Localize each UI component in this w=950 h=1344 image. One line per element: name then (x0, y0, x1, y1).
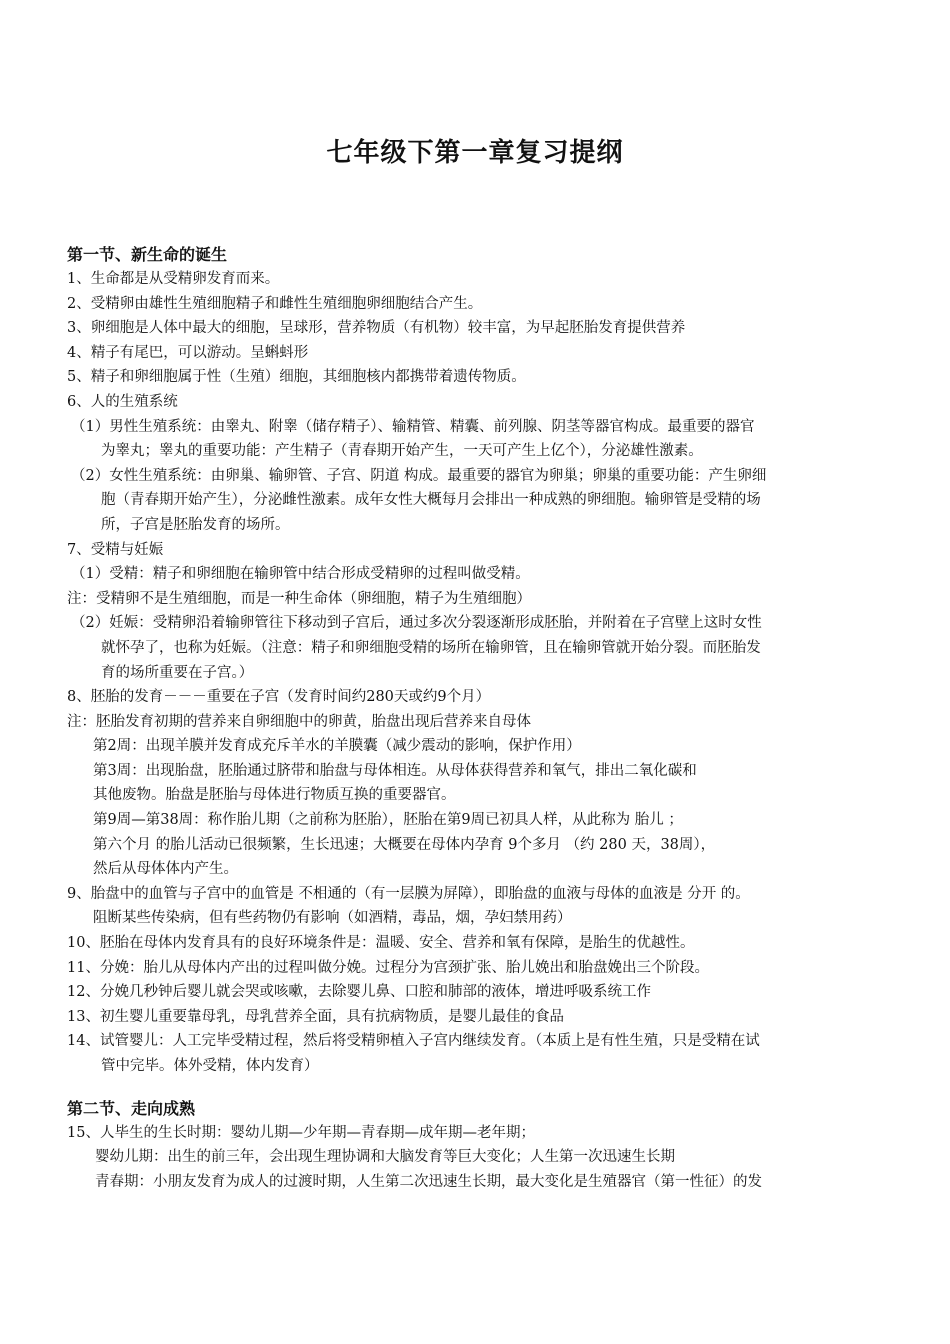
text-line: 4、精子有尾巴，可以游动。呈蝌蚪形 (67, 344, 309, 361)
text-line: 所，子宫是胚胎发育的场所。 (101, 516, 290, 533)
text-line: 然后从母体体内产生。 (93, 861, 238, 878)
text-line: 15、人毕生的生长时期：婴幼儿期—少年期—青春期—成年期—老年期； (67, 1124, 535, 1141)
text-line: 婴幼儿期：出生的前三年，会出现生理协调和大脑发育等巨大变化；人生第一次迅速生长期 (95, 1149, 675, 1166)
note-line: 注：胚胎发育初期的营养来自卵细胞中的卵黄，胎盘出现后营养来自母体 (67, 713, 531, 730)
text-line: 阻断某些传染病，但有些药物仍有影响（如酒精，毒品，烟，孕妇禁用药） (93, 910, 572, 927)
text-line: 2、受精卵由雄性生殖细胞精子和雌性生殖细胞卵细胞结合产生。 (67, 295, 483, 312)
text-line: 为睾丸；睾丸的重要功能：产生精子（青春期开始产生，一天可产生上亿个），分泌雄性激素。 (101, 443, 703, 460)
text-line: 1、生命都是从受精卵发育而来。 (67, 271, 280, 287)
text-line: （1）男性生殖系统：由睾丸、附睾（储存精子）、输精管、精囊、前列腺、阴茎等器官构成。最重要的器官 (71, 418, 755, 435)
text-line: 第2周：出现羊膜并发育成充斥羊水的羊膜囊（减少震动的影响，保护作用） (93, 738, 581, 755)
text-line: 13、初生婴儿重要靠母乳，母乳营养全面，具有抗病物质，是婴儿最佳的食品 (67, 1008, 564, 1025)
text-line: 6、人的生殖系统 (67, 393, 178, 410)
text-line: （2）女性生殖系统：由卵巢、输卵管、子宫、阴道 构成。最重要的器官为卵巢；卵巢的重要功能：产生卵细 (71, 467, 767, 484)
section-heading-1: 第一节、新生命的诞生 (67, 245, 228, 264)
text-line: 3、卵细胞是人体中最大的细胞，呈球形，营养物质（有机物）较丰富，为早起胚胎发育提供营养 (67, 320, 686, 337)
text-line: 9、胎盘中的血管与子宫中的血管是 不相通的（有一层膜为屏障），即胎盘的血液与母体的血液是 分开 的。 (67, 885, 750, 902)
text-line: （2）妊娠：受精卵沿着输卵管往下移动到子宫后，通过多次分裂逐渐形成胚胎，并附着在子宫壁上这时女性 (71, 615, 762, 632)
text-line: 8、胚胎的发育－－－重要在子宫（发育时间约280天或约9个月） (67, 689, 491, 706)
page-title: 七年级下第一章复习提纲 (326, 138, 624, 168)
text-line: 12、分娩几秒钟后婴儿就会哭或咳嗽，去除婴儿鼻、口腔和肺部的液体，增进呼吸系统工作 (67, 984, 651, 1001)
text-line: （1）受精：精子和卵细胞在输卵管中结合形成受精卵的过程叫做受精。 (71, 566, 530, 583)
document-body (67, 243, 879, 1194)
text-line: 第六个月 的胎儿活动已很频繁，生长迅速；大概要在母体内孕育 9个多月 （约 280 天，38周）， (93, 836, 716, 853)
text-line: 5、精子和卵细胞属于性（生殖）细胞，其细胞核内都携带着遗传物质。 (67, 369, 526, 386)
text-line: 管中完毕。体外受精，体内发育） (101, 1058, 319, 1074)
text-line: 11、分娩：胎儿从母体内产出的过程叫做分娩。过程分为宫颈扩张、胎儿娩出和胎盘娩出三个阶段。 (67, 959, 709, 976)
text-line: 7、受精与妊娠 (67, 541, 164, 558)
text-line: 青春期：小朋友发育为成人的过渡时期，人生第二次迅速生长期，最大变化是生殖器官（第一性征）的发 (95, 1173, 762, 1190)
text-line: 14、试管婴儿：人工完毕受精过程，然后将受精卵植入子宫内继续发育。（本质上是有性生殖，只是受精在试 (67, 1033, 760, 1050)
text-line: 胞（青春期开始产生），分泌雌性激素。成年女性大概每月会排出一种成熟的卵细胞。输卵管是受精的场 (101, 492, 761, 509)
text-line: 育的场所重要在子宫。） (101, 664, 254, 681)
text-line: 其他废物。胎盘是胚胎与母体进行物质互换的重要器官。 (93, 787, 456, 804)
note-line: 注：受精卵不是生殖细胞，而是一种生命体（卵细胞，精子为生殖细胞） (67, 590, 531, 607)
text-line: 第3周：出现胎盘，胚胎通过脐带和胎盘与母体相连。从母体获得营养和氧气，排出二氧化碳和 (93, 762, 697, 779)
text-line: 就怀孕了，也称为妊娠。（注意：精子和卵细胞受精的场所在输卵管，且在输卵管就开始分裂。而胚胎发 (101, 639, 761, 656)
section-heading-2: 第二节、走向成熟 (67, 1098, 196, 1118)
text-line: 第9周—第38周：称作胎儿期（之前称为胚胎），胚胎在第9周已初具人样，从此称为 胎儿 ； (93, 812, 683, 829)
text-line: 10、胚胎在母体内发育具有的良好环境条件是：温暖、安全、营养和氧有保障，是胎生的优越性。 (67, 935, 695, 952)
